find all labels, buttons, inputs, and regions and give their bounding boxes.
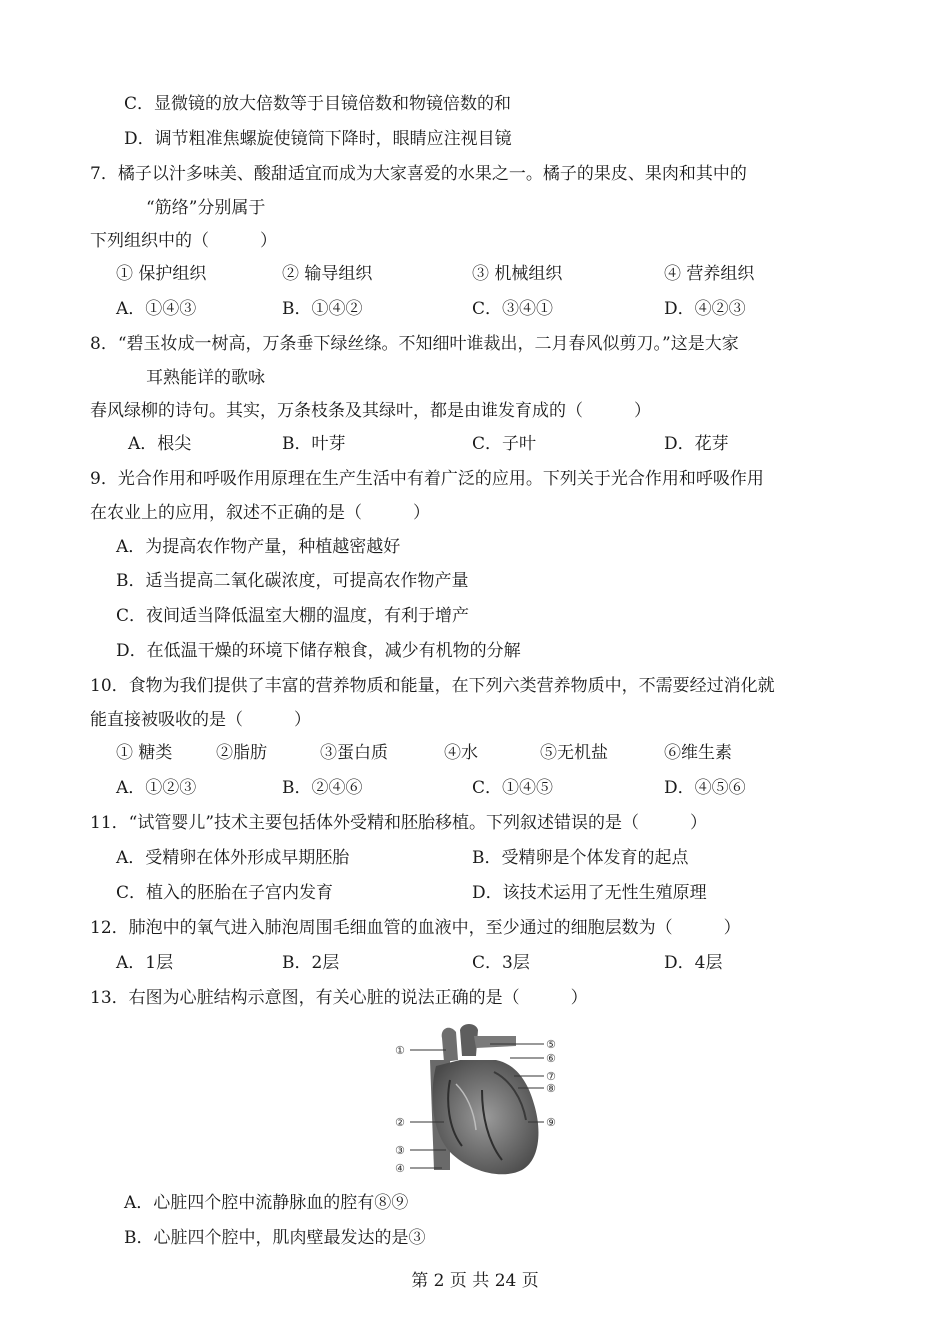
q10-item: ⑤无机盐: [540, 743, 608, 763]
figure-label: ⑤: [546, 1038, 556, 1051]
heart-illustration: [390, 1020, 570, 1180]
q10-item: ⑥维生素: [664, 743, 732, 763]
q6-option-c: C．显微镜的放大倍数等于目镜倍数和物镜倍数的和: [124, 94, 512, 114]
q7-option-b: B．①④②: [282, 299, 363, 319]
q10-option-d: D．④⑤⑥: [664, 778, 746, 798]
q11-option-b: B．受精卵是个体发育的起点: [472, 848, 689, 868]
q12-option-d: D．4层: [664, 953, 723, 973]
q10-stem-line1: 10．食物为我们提供了丰富的营养物质和能量，在下列六类营养物质中，不需要经过消化就: [90, 676, 775, 696]
q13-stem: 13．右图为心脏结构示意图，有关心脏的说法正确的是（ ）: [90, 988, 588, 1008]
q12-option-c: C．3层: [472, 953, 530, 973]
q7-item: ① 保护组织: [116, 264, 207, 284]
page-footer: 第 2 页 共 24 页: [411, 1271, 539, 1291]
q8-option-b: B．叶芽: [282, 434, 346, 454]
q10-item: ③蛋白质: [320, 743, 388, 763]
q7-stem-line1: 7．橘子以汁多味美、酸甜适宜而成为大家喜爱的水果之一。橘子的果皮、果肉和其中的: [90, 164, 747, 184]
q11-option-a: A．受精卵在体外形成早期胚胎: [116, 848, 350, 868]
q7-stem-line3: 下列组织中的（ ）: [90, 231, 277, 251]
q10-option-a: A．①②③: [116, 778, 197, 798]
q7-option-a: A．①④③: [116, 299, 197, 319]
q11-option-c: C．植入的胚胎在子宫内发育: [116, 883, 334, 903]
q7-option-d: D．④②③: [664, 299, 746, 319]
q13-option-a: A．心脏四个腔中流静脉血的腔有⑧⑨: [124, 1193, 409, 1213]
q6-option-d: D．调节粗准焦螺旋使镜筒下降时，眼睛应注视目镜: [124, 129, 512, 149]
q8-option-d: D．花芽: [664, 434, 729, 454]
q10-item: ④水: [444, 743, 478, 763]
q7-item: ② 输导组织: [282, 264, 373, 284]
q12-stem: 12．肺泡中的氧气进入肺泡周围毛细血管的血液中，至少通过的细胞层数为（ ）: [90, 918, 741, 938]
q10-stem-line2: 能直接被吸收的是（ ）: [90, 710, 311, 730]
q10-option-c: C．①④⑤: [472, 778, 554, 798]
figure-label: ⑦: [546, 1070, 556, 1083]
heart-diagram: [390, 1020, 570, 1180]
q9-option-a: A．为提高农作物产量，种植越密越好: [116, 537, 401, 557]
q12-option-a: A．1层: [116, 953, 174, 973]
q7-stem-line2: “筋络”分别属于: [146, 198, 266, 218]
figure-label: ⑧: [546, 1082, 556, 1095]
figure-label: ②: [395, 1116, 405, 1129]
figure-label: ③: [395, 1144, 405, 1157]
q13-option-b: B．心脏四个腔中，肌肉壁最发达的是③: [124, 1228, 426, 1248]
figure-label: ④: [395, 1162, 405, 1175]
q8-stem-line3: 春风绿柳的诗句。其实，万条枝条及其绿叶，都是由谁发育成的（ ）: [90, 401, 651, 421]
figure-label: ⑨: [546, 1116, 556, 1129]
q8-option-a: A．根尖: [128, 434, 192, 454]
q10-option-b: B．②④⑥: [282, 778, 363, 798]
q8-stem-line1: 8．“碧玉妆成一树高，万条垂下绿丝绦。不知细叶谁裁出，二月春风似剪刀。”这是大家: [90, 334, 739, 354]
q10-item: ②脂肪: [216, 743, 267, 763]
q8-option-c: C．子叶: [472, 434, 537, 454]
figure-label: ①: [395, 1044, 405, 1057]
q12-option-b: B．2层: [282, 953, 340, 973]
q9-stem-line2: 在农业上的应用，叙述不正确的是（ ）: [90, 503, 430, 523]
q7-option-c: C．③④①: [472, 299, 554, 319]
q9-option-c: C．夜间适当降低温室大棚的温度，有利于增产: [116, 606, 470, 626]
q7-item: ④ 营养组织: [664, 264, 755, 284]
figure-label: ⑥: [546, 1052, 556, 1065]
q11-stem: 11．“试管婴儿”技术主要包括体外受精和胚胎移植。下列叙述错误的是（ ）: [90, 813, 708, 833]
q10-item: ① 糖类: [116, 743, 173, 763]
q9-option-b: B．适当提高二氧化碳浓度，可提高农作物产量: [116, 571, 469, 591]
q9-option-d: D．在低温干燥的环境下储存粮食，减少有机物的分解: [116, 641, 521, 661]
q9-stem-line1: 9．光合作用和呼吸作用原理在生产生活中有着广泛的应用。下列关于光合作用和呼吸作用: [90, 469, 764, 489]
q8-stem-line2: 耳熟能详的歌咏: [146, 368, 265, 388]
q7-item: ③ 机械组织: [472, 264, 563, 284]
q11-option-d: D．该技术运用了无性生殖原理: [472, 883, 707, 903]
